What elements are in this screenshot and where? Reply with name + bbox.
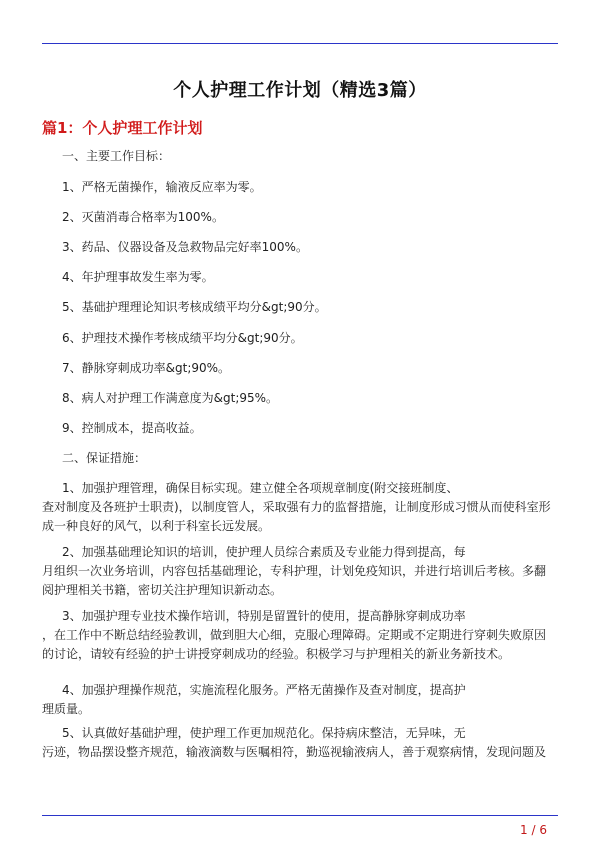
goal-item: 6、护理技术操作考核成绩平均分&gt;90分。 bbox=[62, 331, 303, 345]
goal-item: 3、药品、仪器设备及急救物品完好率100%。 bbox=[62, 240, 308, 254]
paragraph-line: 污迹，物品摆设整齐规范，输液滴数与医嘱相符，勤巡视输液病人，善于观察病情，发现问题及 bbox=[42, 745, 547, 759]
measure-paragraph bbox=[42, 479, 558, 536]
paragraph-line: 成一种良好的风气，以利于科室长远发展。 bbox=[42, 519, 271, 533]
footer-rule bbox=[42, 815, 558, 816]
goal-item: 7、静脉穿刺成功率&gt;90%。 bbox=[62, 361, 231, 375]
header-rule bbox=[42, 43, 558, 44]
measure-paragraph bbox=[42, 607, 558, 664]
paragraph-line: 4、加强护理操作规范，实施流程化服务。严格无菌操作及查对制度，提高护 bbox=[62, 683, 466, 697]
measure-paragraph bbox=[42, 724, 558, 762]
page-number: 1 / 6 bbox=[520, 823, 547, 837]
heading-measures: 二、保证措施： bbox=[62, 451, 147, 465]
paragraph-line: 5、认真做好基础护理，使护理工作更加规范化。保持病床整洁，无异味，无 bbox=[62, 726, 466, 740]
paragraph-line: 阅护理相关书籍，密切关注护理知识新动态。 bbox=[42, 583, 283, 597]
goal-item: 2、灭菌消毒合格率为100%。 bbox=[62, 210, 224, 224]
paragraph-line: 月组织一次业务培训，内容包括基础理论，专科护理，计划免疫知识，并进行培训后考核。多翻 bbox=[42, 564, 547, 578]
goal-item: 9、控制成本，提高收益。 bbox=[62, 421, 202, 435]
goal-item: 8、病人对护理工作满意度为&gt;95%。 bbox=[62, 391, 279, 405]
goal-item: 4、年护理事故发生率为零。 bbox=[62, 270, 214, 284]
paragraph-line: ，在工作中不断总结经验教训，做到胆大心细，克服心理障碍。定期或不定期进行穿刺失败原因 bbox=[42, 628, 547, 642]
paragraph-line: 3、加强护理专业技术操作培训，特别是留置针的使用，提高静脉穿刺成功率 bbox=[62, 609, 466, 623]
paragraph-line: 的讨论，请较有经验的护士讲授穿刺成功的经验。积极学习与护理相关的新业务新技术。 bbox=[42, 647, 511, 661]
document-title: 个人护理工作计划（精选3篇） bbox=[173, 80, 427, 101]
paragraph-line: 查对制度及各班护士职责)，以制度管人，采取强有力的监督措施，让制度形成习惯从而使科室形 bbox=[42, 500, 551, 514]
paragraph-line: 1、加强护理管理，确保目标实现。建立健全各项规章制度(附交接班制度、 bbox=[62, 481, 459, 495]
paragraph-line: 2、加强基础理论知识的培训，使护理人员综合素质及专业能力得到提高，每 bbox=[62, 545, 466, 559]
measure-paragraph bbox=[42, 681, 558, 719]
goal-item: 1、严格无菌操作，输液反应率为零。 bbox=[62, 180, 262, 194]
measure-paragraph bbox=[42, 543, 558, 600]
heading-goals: 一、主要工作目标： bbox=[62, 149, 171, 163]
paragraph-line: 理质量。 bbox=[42, 702, 91, 716]
section-heading: 篇1：个人护理工作计划 bbox=[42, 119, 203, 137]
goal-item: 5、基础护理理论知识考核成绩平均分&gt;90分。 bbox=[62, 300, 327, 314]
